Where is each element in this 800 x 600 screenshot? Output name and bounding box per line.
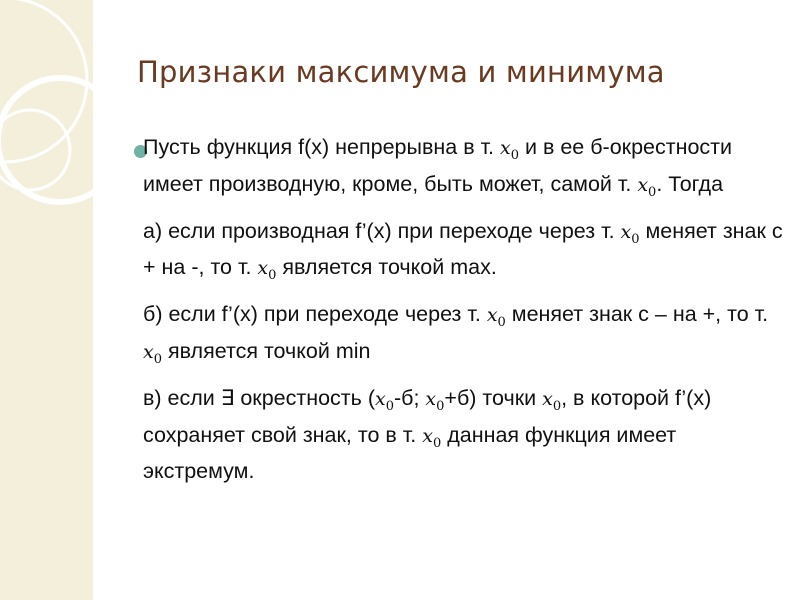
text-segment: является точкой max. [276,255,497,280]
math-x0: $x_0$ [143,340,162,367]
text-segment: меняет знак с + на -, то т. [143,218,783,280]
text-segment: . Тогда [656,171,724,196]
text-segment: а) если производная f’(x) при переходе через т. [143,218,621,243]
text-segment: в) если ∃ окрестность ( [143,385,375,410]
text-segment: меняет знак с – на +, то т. [505,302,769,327]
paragraph-extremum [143,384,783,486]
text-segment: и в ее б-окрестности имеет производную, кроме, быть может, самой т. [143,135,733,196]
math-x0: $x_0$ [542,387,562,414]
text-segment: б) если f’(x) при переходе через т. [143,302,487,327]
text-segment: -б; [394,385,426,410]
math-x0: $x_0$ [257,257,277,284]
math-x0: $x_0$ [486,304,506,330]
math-x0: $x_0$ [637,173,657,200]
math-x0: $x_0$ [422,424,442,451]
math-x0: $x_0$ [620,220,640,247]
text-segment: , в которой f’(x) сохраняет свой знак, то в т. [143,385,712,447]
math-x0: $x_0$ [500,137,519,163]
text-segment: +б) точки [444,385,543,410]
slide-title: Признаки максимума и минимума [137,55,665,89]
text-segment: Пусть функция f(x) непрерывна в т. [143,135,500,159]
math-x0: $x_0$ [425,387,445,414]
math-x0: $x_0$ [375,387,394,414]
paragraph-max [143,217,783,291]
text-segment: является точкой min [162,338,371,363]
paragraph-min [143,300,783,374]
slide-content [143,133,783,495]
text-segment: данная функция имеет экстремум. [143,422,677,484]
paragraph-condition [143,133,783,207]
